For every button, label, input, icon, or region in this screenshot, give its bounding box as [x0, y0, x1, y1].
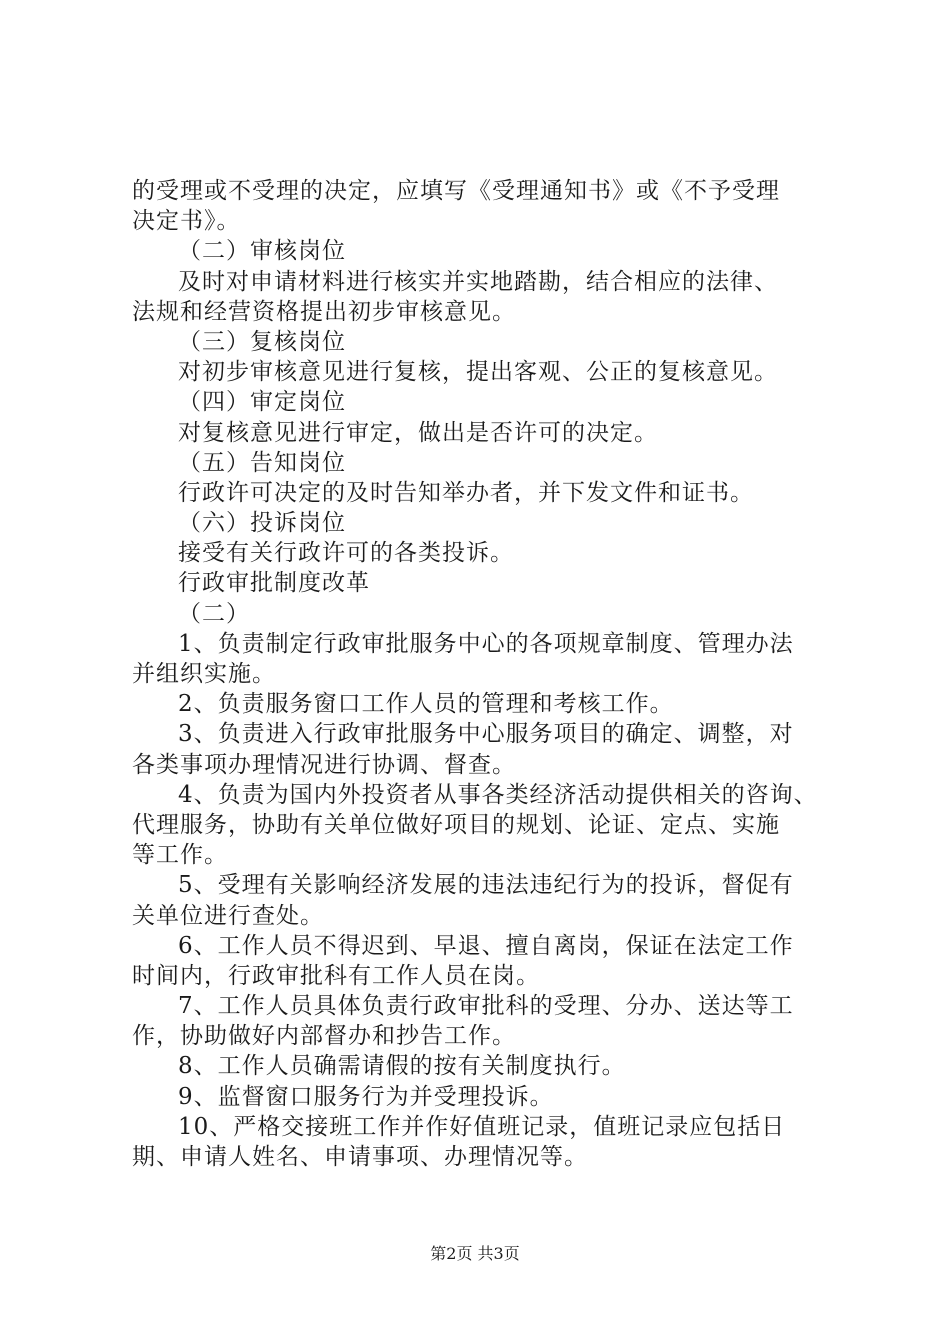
list-item: 5、受理有关影响经济发展的违法违纪行为的投诉，督促有	[178, 872, 794, 899]
section-heading: （六）投诉岗位	[178, 510, 346, 537]
list-item: 9、监督窗口服务行为并受理投诉。	[178, 1083, 554, 1110]
section-heading: （三）复核岗位	[178, 328, 346, 355]
page-footer: 第2页 共3页	[430, 1244, 520, 1263]
text-line: 对初步审核意见进行复核，提出客观、公正的复核意见。	[178, 359, 778, 386]
section-heading: （二）	[178, 600, 250, 627]
text-line: 时间内，行政审批科有工作人员在岗。	[132, 962, 540, 989]
section-heading: （四）审定岗位	[178, 389, 346, 416]
text-line: 作，协助做好内部督办和抄告工作。	[132, 1023, 516, 1050]
list-item: 1、负责制定行政审批服务中心的各项规章制度、管理办法	[178, 630, 794, 657]
list-item: 8、工作人员确需请假的按有关制度执行。	[178, 1053, 626, 1080]
list-item: 10、严格交接班工作并作好值班记录，值班记录应包括日	[178, 1113, 786, 1140]
text-line: 的受理或不受理的决定，应填写《受理通知书》或《不予受理	[132, 178, 780, 204]
text-line: 法规和经营资格提出初步审核意见。	[132, 298, 516, 325]
text-line: 期、申请人姓名、申请事项、办理情况等。	[132, 1144, 588, 1170]
section-heading: （五）告知岗位	[178, 449, 346, 476]
text-line: 关单位进行查处。	[132, 902, 324, 929]
text-line: 等工作。	[132, 842, 228, 869]
text-line: 行政许可决定的及时告知举办者，并下发文件和证书。	[178, 479, 754, 506]
section-heading: （二）审核岗位	[178, 238, 346, 265]
list-item: 6、工作人员不得迟到、早退、擅自离岗，保证在法定工作	[178, 932, 794, 959]
text-line: 决定书》。	[132, 208, 241, 235]
list-item: 4、负责为国内外投资者从事各类经济活动提供相关的咨询、	[178, 781, 818, 808]
list-item: 7、工作人员具体负责行政审批科的受理、分办、送达等工	[178, 993, 794, 1020]
list-item: 2、负责服务窗口工作人员的管理和考核工作。	[178, 691, 674, 718]
text-line: 各类事项办理情况进行协调、督查。	[132, 751, 516, 778]
document-body	[132, 176, 832, 1172]
text-line: 及时对申请材料进行核实并实地踏勘，结合相应的法律、	[178, 268, 778, 295]
list-item: 3、负责进入行政审批服务中心服务项目的确定、调整，对	[178, 721, 794, 748]
text-line: 并组织实施。	[132, 661, 276, 687]
text-line: 行政审批制度改革	[178, 570, 370, 597]
text-line: 接受有关行政许可的各类投诉。	[178, 540, 514, 567]
text-line: 对复核意见进行审定，做出是否许可的决定。	[178, 419, 658, 446]
text-line: 代理服务，协助有关单位做好项目的规划、论证、定点、实施	[132, 811, 780, 838]
